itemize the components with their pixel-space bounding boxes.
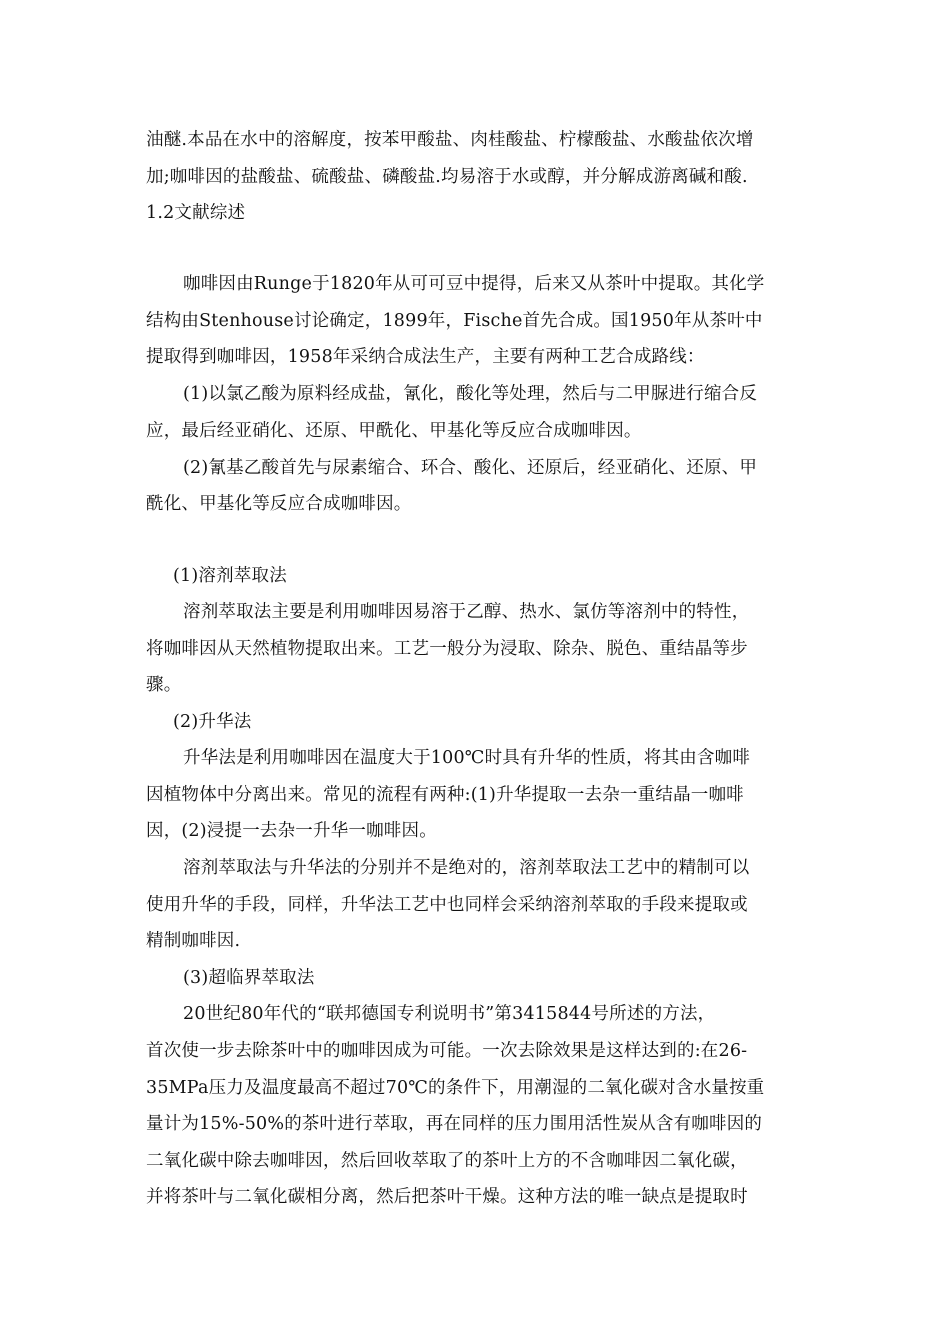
subsection-heading: (2)升华法 (173, 712, 252, 732)
section-heading: 1.2文献综述 (146, 203, 246, 223)
text-line: 并将茶叶与二氧化碳相分离，然后把茶叶干燥。这种方法的唯一缺点是提取时 (146, 1187, 748, 1207)
text-line: 因植物体中分离出来。常见的流程有两种:(1)升华提取一去杂一重结晶一咖啡 (146, 785, 744, 805)
text-line: 使用升华的手段，同样，升华法工艺中也同样会采纳溶剂萃取的手段来提取或 (146, 895, 748, 915)
text-line: 量计为15%-50%的茶叶进行萃取，再在同样的压力围用活性炭从含有咖啡因的 (146, 1114, 763, 1134)
text-line: 加;咖啡因的盐酸盐、硫酸盐、磷酸盐.均易溶于水或醇，并分解成游离碱和酸. (146, 167, 748, 187)
text-line: 20世纪80年代的“联邦德国专利说明书”第3415844号所述的方法， (183, 1004, 716, 1024)
text-line: 咖啡因由Runge于1820年从可可豆中提得，后来又从茶叶中提取。其化学 (183, 274, 765, 294)
subsection-heading: (3)超临界萃取法 (183, 968, 315, 988)
text-line: 酰化、甲基化等反应合成咖啡因。 (146, 494, 412, 514)
text-line: (1)以氯乙酸为原料经成盐，氰化，酸化等处理，然后与二甲脲进行缩合反 (183, 384, 758, 404)
text-line: (2)氰基乙酸首先与尿素缩合、环合、酸化、还原后，经亚硝化、还原、甲 (183, 458, 758, 478)
text-line: 提取得到咖啡因，1958年采纳合成法生产，主要有两种工艺合成路线： (146, 347, 705, 367)
text-line: 精制咖啡因. (146, 931, 241, 951)
text-line: 升华法是利用咖啡因在温度大于100℃时具有升华的性质，将其由含咖啡 (183, 748, 751, 768)
text-line: 骤。 (146, 675, 182, 695)
text-line: 结构由Stenhouse讨论确定，1899年，Fische首先合成。国1950年从茶叶中 (146, 311, 763, 331)
text-line: 首次使一步去除茶叶中的咖啡因成为可能。一次去除效果是这样达到的:在26- (146, 1041, 748, 1061)
text-line: 应，最后经亚硝化、还原、甲酰化、甲基化等反应合成咖啡因。 (146, 421, 642, 441)
subsection-heading: (1)溶剂萃取法 (173, 566, 287, 586)
text-line: 油醚.本品在水中的溶解度，按苯甲酸盐、肉桂酸盐、柠檬酸盐、水酸盐依次增 (146, 130, 754, 150)
text-line: 溶剂萃取法与升华法的分别并不是绝对的，溶剂萃取法工艺中的精制可以 (183, 858, 750, 878)
text-line: 35MPa压力及温度最高不超过70℃的条件下，用潮湿的二氧化碳对含水量按重 (146, 1078, 765, 1098)
text-line: 溶剂萃取法主要是利用咖啡因易溶于乙醇、热水、氯仿等溶剂中的特性， (183, 602, 750, 622)
text-line: 二氧化碳中除去咖啡因，然后回收萃取了的茶叶上方的不含咖啡因二氧化碳， (146, 1151, 748, 1171)
text-line: 因，(2)浸提一去杂一升华一咖啡因。 (146, 821, 437, 841)
text-line: 将咖啡因从天然植物提取出来。工艺一般分为浸取、除杂、脱色、重结晶等步 (146, 639, 748, 659)
